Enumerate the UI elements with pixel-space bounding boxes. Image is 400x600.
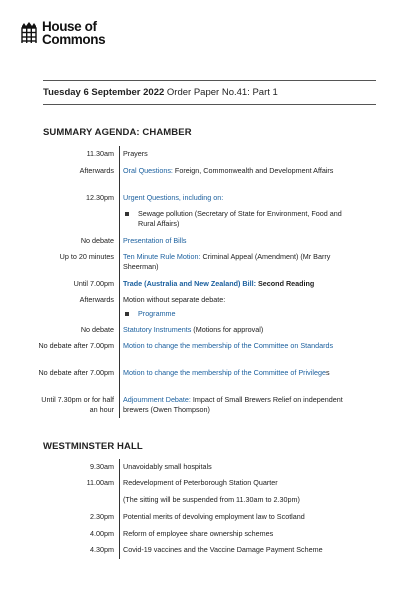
committee-of-privileges-link[interactable]: Motion to change the membership of the Committee of Privilege [123, 368, 326, 377]
agenda-divider [119, 146, 120, 418]
agenda-item [123, 368, 353, 378]
agenda-time: 4.30pm [90, 545, 114, 554]
westminster-hall-agenda [40, 459, 380, 559]
agenda-time: No debate [80, 325, 114, 334]
agenda-item-text: Criminal Appeal (Amendment) (Mr Barry Sheerman) [123, 252, 331, 272]
agenda-item [123, 279, 353, 289]
agenda-item [123, 395, 353, 415]
portcullis-icon [20, 22, 38, 44]
agenda-item-text: (Motions for approval) [191, 325, 264, 334]
agenda-time: 12.30pm [86, 193, 114, 202]
agenda-item-text: Second Reading [256, 279, 315, 288]
agenda-item-text: Impact of Small Brewers Relief on independent brewers (Owen Thompson) [123, 395, 343, 415]
agenda-item-text: s [325, 368, 330, 377]
agenda-time: No debate [80, 236, 114, 245]
agenda-bullet-item [123, 209, 353, 229]
agenda-time: Afterwards [79, 295, 114, 304]
logo-line-2: Commons [42, 31, 106, 47]
agenda-item [123, 252, 353, 272]
agenda-item-text: Sewage pollution (Secretary of State for Environment, Food and Rural Affairs) [138, 209, 342, 229]
title-date: Tuesday 6 September 2022 [43, 87, 165, 98]
agenda-item: Prayers [123, 149, 148, 158]
agenda-item: Covid-19 vaccines and the Vaccine Damage Payment Scheme [123, 545, 323, 554]
agenda-time: Until 7.00pm [73, 279, 114, 288]
agenda-item [123, 236, 353, 246]
bullet-icon [125, 312, 129, 316]
adjournment-debate-link[interactable]: Adjournment Debate: [123, 395, 191, 404]
agenda-time: 11.30am [86, 149, 114, 158]
agenda-time: Until 7.30pm or for half an hour [41, 395, 114, 415]
urgent-questions-link[interactable]: Urgent Questions, including on: [123, 193, 224, 202]
house-of-commons-logo [20, 21, 105, 46]
agenda-time: 2.30pm [90, 512, 114, 521]
oral-questions-link[interactable]: Oral Questions: [123, 166, 173, 175]
agenda-time: No debate after 7.00pm [38, 341, 114, 350]
ten-minute-rule-link[interactable]: Ten Minute Rule Motion: [123, 252, 201, 261]
title-bottom-rule [43, 104, 376, 105]
agenda-item: (The sitting will be suspended from 11.30am to 2.30pm) [123, 495, 300, 504]
agenda-item [123, 341, 353, 351]
statutory-instruments-link[interactable]: Statutory Instruments [123, 325, 192, 334]
agenda-item: Redevelopment of Peterborough Station Quarter [123, 478, 278, 487]
trade-bill-link[interactable]: Trade (Australia and New Zealand) Bill: [123, 279, 256, 288]
agenda-item: Potential merits of devolving employment law to Scotland [123, 512, 305, 521]
agenda-time: Afterwards [79, 166, 114, 175]
chamber-agenda [40, 146, 380, 418]
agenda-time: No debate after 7.00pm [38, 368, 114, 377]
title-top-rule [43, 80, 376, 81]
agenda-time: 11.00am [86, 478, 114, 487]
bullet-icon [125, 212, 129, 216]
programme-link[interactable]: Programme [138, 309, 176, 318]
agenda-bullet-item [123, 309, 353, 319]
agenda-time: 9.30am [90, 462, 114, 471]
committee-on-standards-link[interactable]: Motion to change the membership of the Committee on Standards [123, 341, 334, 350]
agenda-item: Unavoidably small hospitals [123, 462, 212, 471]
presentation-of-bills-link[interactable]: Presentation of Bills [123, 236, 187, 245]
agenda-divider [119, 459, 120, 559]
chamber-heading: SUMMARY AGENDA: CHAMBER [43, 127, 192, 138]
agenda-item-text: Foreign, Commonwealth and Development Affairs [172, 166, 334, 175]
agenda-item [123, 325, 353, 335]
logo-wordmark [42, 21, 105, 46]
agenda-item [123, 193, 353, 203]
agenda-item: Reform of employee share ownership schemes [123, 529, 274, 538]
agenda-time: Up to 20 minutes [59, 252, 114, 261]
agenda-item: Motion without separate debate: [123, 295, 226, 304]
page-title [43, 87, 278, 98]
agenda-time: 4.00pm [90, 529, 114, 538]
title-rest: Order Paper No.41: Part 1 [164, 87, 278, 98]
westminster-hall-heading: WESTMINSTER HALL [43, 441, 143, 452]
logo-line-1: House of [42, 19, 97, 34]
agenda-item [123, 166, 353, 176]
